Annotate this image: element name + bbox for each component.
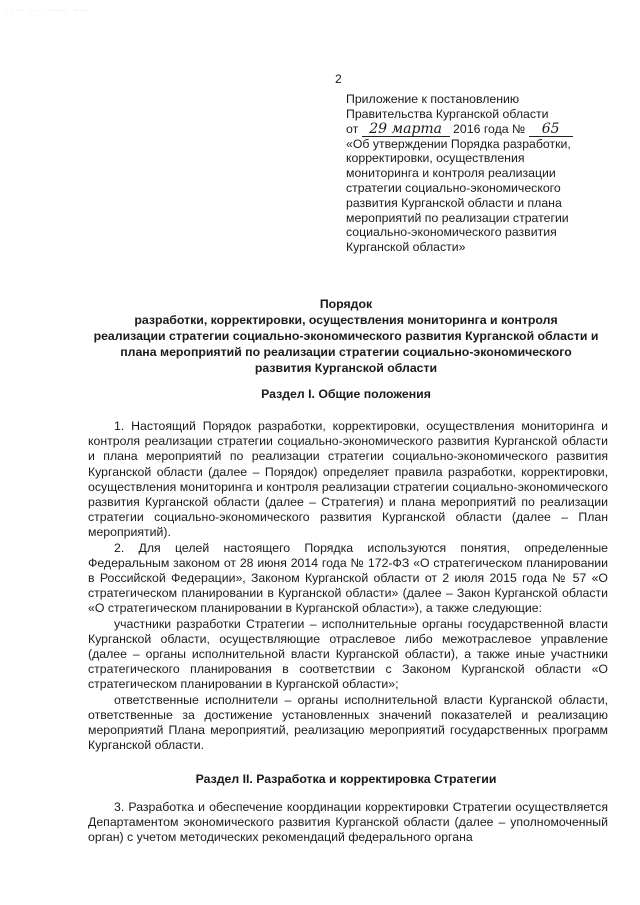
title-line: плана мероприятий по реализации стратегии социально-экономического bbox=[120, 345, 572, 359]
resolution-title-line: корректировки, осуществления bbox=[346, 151, 525, 166]
date-prefix: от bbox=[346, 121, 359, 136]
resolution-title-line: мероприятий по реализации стратегии bbox=[346, 210, 569, 225]
resolution-title-line: социально-экономического развития bbox=[346, 225, 557, 240]
handwritten-date: 29 марта bbox=[362, 122, 450, 137]
page-number: 2 bbox=[335, 72, 342, 86]
section-1-body bbox=[88, 419, 608, 753]
title-line: реализации стратегии социально-экономического развития Курганской области и bbox=[93, 329, 599, 343]
paragraph: ответственные исполнители – органы исполнительной власти Курганской области, ответственные за достижение установленных значений показателей и реализацию мероприятий Плана мероприятий, реализацию мероприятий государственных программ Курганской области. bbox=[88, 692, 608, 753]
appendix-line: Правительства Курганской области bbox=[346, 106, 549, 121]
date-suffix: 2016 года № bbox=[453, 121, 526, 136]
paragraph: 1. Настоящий Порядок разработки, корректировки, осуществления мониторинга и контроля реализации стратегии социально-экономического развития Курганской области и плана мероприятий по реализации стратегии социально-экономического развития Курганской области (далее – Порядок) определяет правила разработки, корректировки, осуществления мониторинга и контроля реализации стратегии социально-экономического развития Курганской области (далее – Стратегия) и плана мероприятий по реализации стратегии социально-экономического развития Курганской области (далее – План мероприятий). bbox=[88, 419, 608, 540]
appendix-line: Приложение к постановлению bbox=[346, 92, 520, 106]
resolution-title-line: «Об утверждении Порядка разработки, bbox=[346, 136, 571, 151]
document-title bbox=[84, 296, 608, 376]
resolution-title-line: стратегии социально-экономического bbox=[346, 180, 561, 195]
resolution-title-line: мониторинга и контроля реализации bbox=[346, 166, 556, 181]
resolution-title-line: развития Курганской области и плана bbox=[346, 195, 562, 210]
section-heading-1: Раздел I. Общие положения bbox=[261, 387, 431, 401]
appendix-header bbox=[346, 92, 608, 255]
handwritten-number: 65 bbox=[529, 122, 573, 137]
paragraph: 3. Разработка и обеспечение координации корректировки Стратегии осуществляется Департаментом экономического развития Курганской области (далее – уполномоченный орган) с учетом методических рекомендаций федерального органа bbox=[88, 800, 608, 845]
scan-artifact-marks: · · · · · · · ······ ····· bbox=[6, 8, 88, 14]
paragraph: участники разработки Стратегии – исполнительные органы государственной власти Курганской области, осуществляющие отраслевое либо межотраслевое управление (далее – органы исполнительной власти Курганской области), а также иные участники стратегического планирования в соответствии с Законом Курганской области «О стратегическом планировании в Курганской области»; bbox=[88, 616, 608, 692]
section-heading-2: Раздел II. Разработка и корректировка Стратегии bbox=[195, 772, 497, 786]
resolution-date-line bbox=[346, 122, 608, 137]
title-line: разработки, корректировки, осуществления мониторинга и контроля bbox=[134, 313, 558, 327]
title-line: развития Курганской области bbox=[254, 361, 438, 375]
resolution-title-line: Курганской области» bbox=[346, 240, 466, 255]
title-word: Порядок bbox=[319, 297, 373, 311]
section-2-body bbox=[88, 800, 608, 846]
paragraph: 2. Для целей настоящего Порядка используются понятия, определенные Федеральным законом от 28 июня 2014 года № 172-ФЗ «О стратегическом планировании в Российской Федерации», Законом Курганской области от 2 июля 2015 года № 57 «О стратегическом планировании в Курганской области» (далее – Закон Курганской области «О стратегическом планировании в Курганской области»), а также следующие: bbox=[88, 540, 608, 616]
